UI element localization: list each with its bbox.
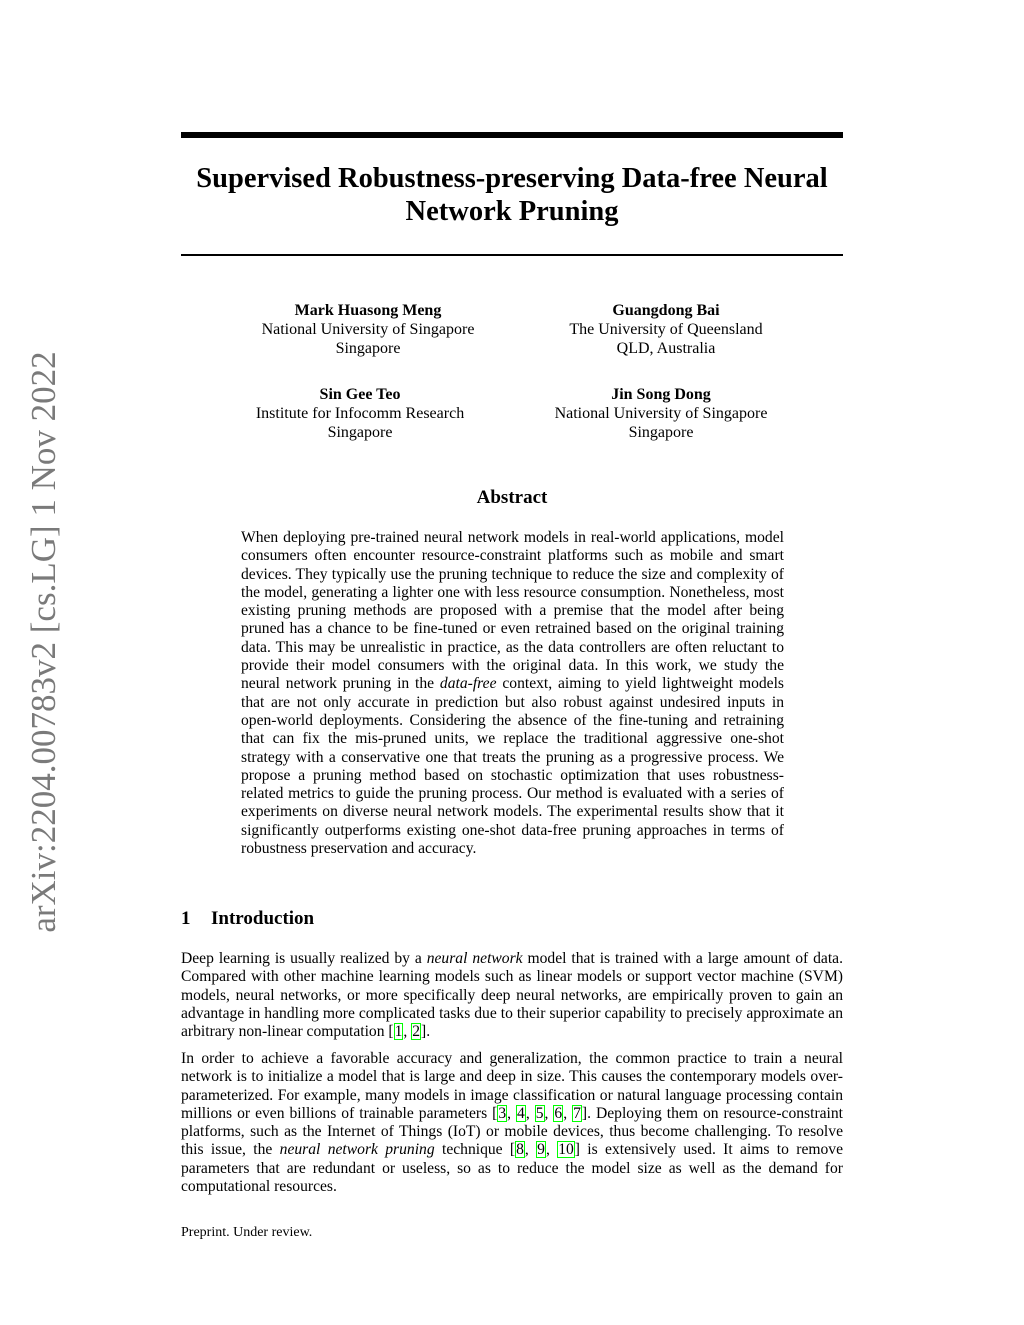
author-affiliation: National University of Singapore	[261, 321, 475, 338]
footer-note: Preprint. Under review.	[181, 1225, 313, 1240]
section-title: Introduction	[211, 908, 315, 929]
author-block	[210, 385, 510, 442]
author-affiliation: National University of Singapore	[554, 405, 768, 422]
section-number: 1	[181, 908, 191, 929]
citation-link[interactable]: 8	[516, 1141, 524, 1159]
abstract-body: When deploying pre-trained neural network models in real-world applications, model consumers often encounter resource-constraint platforms such as mobile and smart devices. They typically use the pruning technique to reduce the size and complexity of the model, generating a lighter one with less resource consumption. Nonetheless, most existing pruning methods are proposed with a premise that the model after being pruned has a chance to be fine-tuned or even retrained based on the original training data. This may be unrealistic in practice, as the data controllers are often reluctant to provide their model consumers with the original data. In this work, we study the neural network pruning in the data-free context, aiming to yield lightweight models that are not only accurate in prediction but also robust against undesired inputs in open-world deployments. Considering the absence of the fine-tuning and retraining that can fix the mis-pruned units, we replace the traditional aggressive one-shot strategy with a conservative one that treats the pruning as a progressive process. We propose a pruning method based on stochastic optimization that uses robustness-related metrics to guide the pruning process. Our method is evaluated with a series of experiments on diverse neural network models. The experimental results show that it significantly outperforms existing one-shot data-free pruning approaches in terms of robustness preservation and accuracy.	[241, 529, 784, 858]
citation-link[interactable]: 5	[535, 1104, 544, 1122]
author-block	[511, 385, 811, 442]
author-block	[516, 301, 816, 358]
intro-paragraph-2: In order to achieve a favorable accuracy and generalization, the common practice to train a neural network is to initialize a model that is large and deep in size. This causes the contemporary models over-parameterized. For example, many models in image classification or natural language processing contain millions or even billions of trainable parameters [3, 4, 5, 6, 7]. Deploying them on resource-constraint platforms, such as the Internet of Things (IoT) or mobile devices, thus become challenging. To resolve this issue, the neural network pruning technique [8, 9, 10] is extensively used. It aims to remove parameters that are redundant or useless, so as to reduce the model size as well as the demand for computational resources.	[181, 1050, 844, 1196]
author-name: Sin Gee Teo	[319, 386, 401, 403]
author-name: Jin Song Dong	[611, 386, 711, 403]
citation-link[interactable]: 7	[573, 1104, 581, 1122]
author-location: Singapore	[628, 424, 694, 441]
citation-link[interactable]: 9	[537, 1141, 545, 1159]
author-name: Mark Huasong Meng	[294, 302, 442, 319]
author-name: Guangdong Bai	[612, 302, 720, 319]
arxiv-stamp: arXiv:2204.00783v2 [cs.LG] 1 Nov 2022	[24, 351, 63, 933]
title-top-rule	[181, 132, 843, 138]
citation-link[interactable]: 2	[412, 1023, 420, 1041]
citation-link[interactable]: 3	[498, 1104, 507, 1122]
paper-title: Supervised Robustness-preserving Data-free Neural Network Pruning	[196, 163, 828, 227]
author-affiliation: The University of Queensland	[569, 321, 763, 338]
author-location: Singapore	[327, 424, 393, 441]
citation-link[interactable]: 4	[517, 1104, 525, 1122]
author-block	[218, 301, 518, 358]
author-location: Singapore	[335, 340, 401, 357]
title-bottom-rule	[181, 254, 843, 256]
intro-paragraph-1: Deep learning is usually realized by a neural network model that is trained with a large amount of data. Compared with other machine learning models such as linear models or support vector machine (SVM) models, neural networks, or more specifically deep neural networks, are empirically proven to gain an advantage in handling more complicated tasks due to their superior capability to precisely approximate an arbitrary non-linear computation [1, 2].	[181, 950, 843, 1041]
author-location: QLD, Australia	[616, 340, 716, 357]
author-affiliation: Institute for Infocomm Research	[255, 405, 465, 422]
citation-link[interactable]: 10	[558, 1141, 574, 1159]
section-heading	[181, 908, 314, 930]
citation-link[interactable]: 6	[554, 1104, 563, 1122]
citation-link[interactable]: 1	[394, 1023, 403, 1041]
abstract-heading: Abstract	[476, 487, 548, 508]
